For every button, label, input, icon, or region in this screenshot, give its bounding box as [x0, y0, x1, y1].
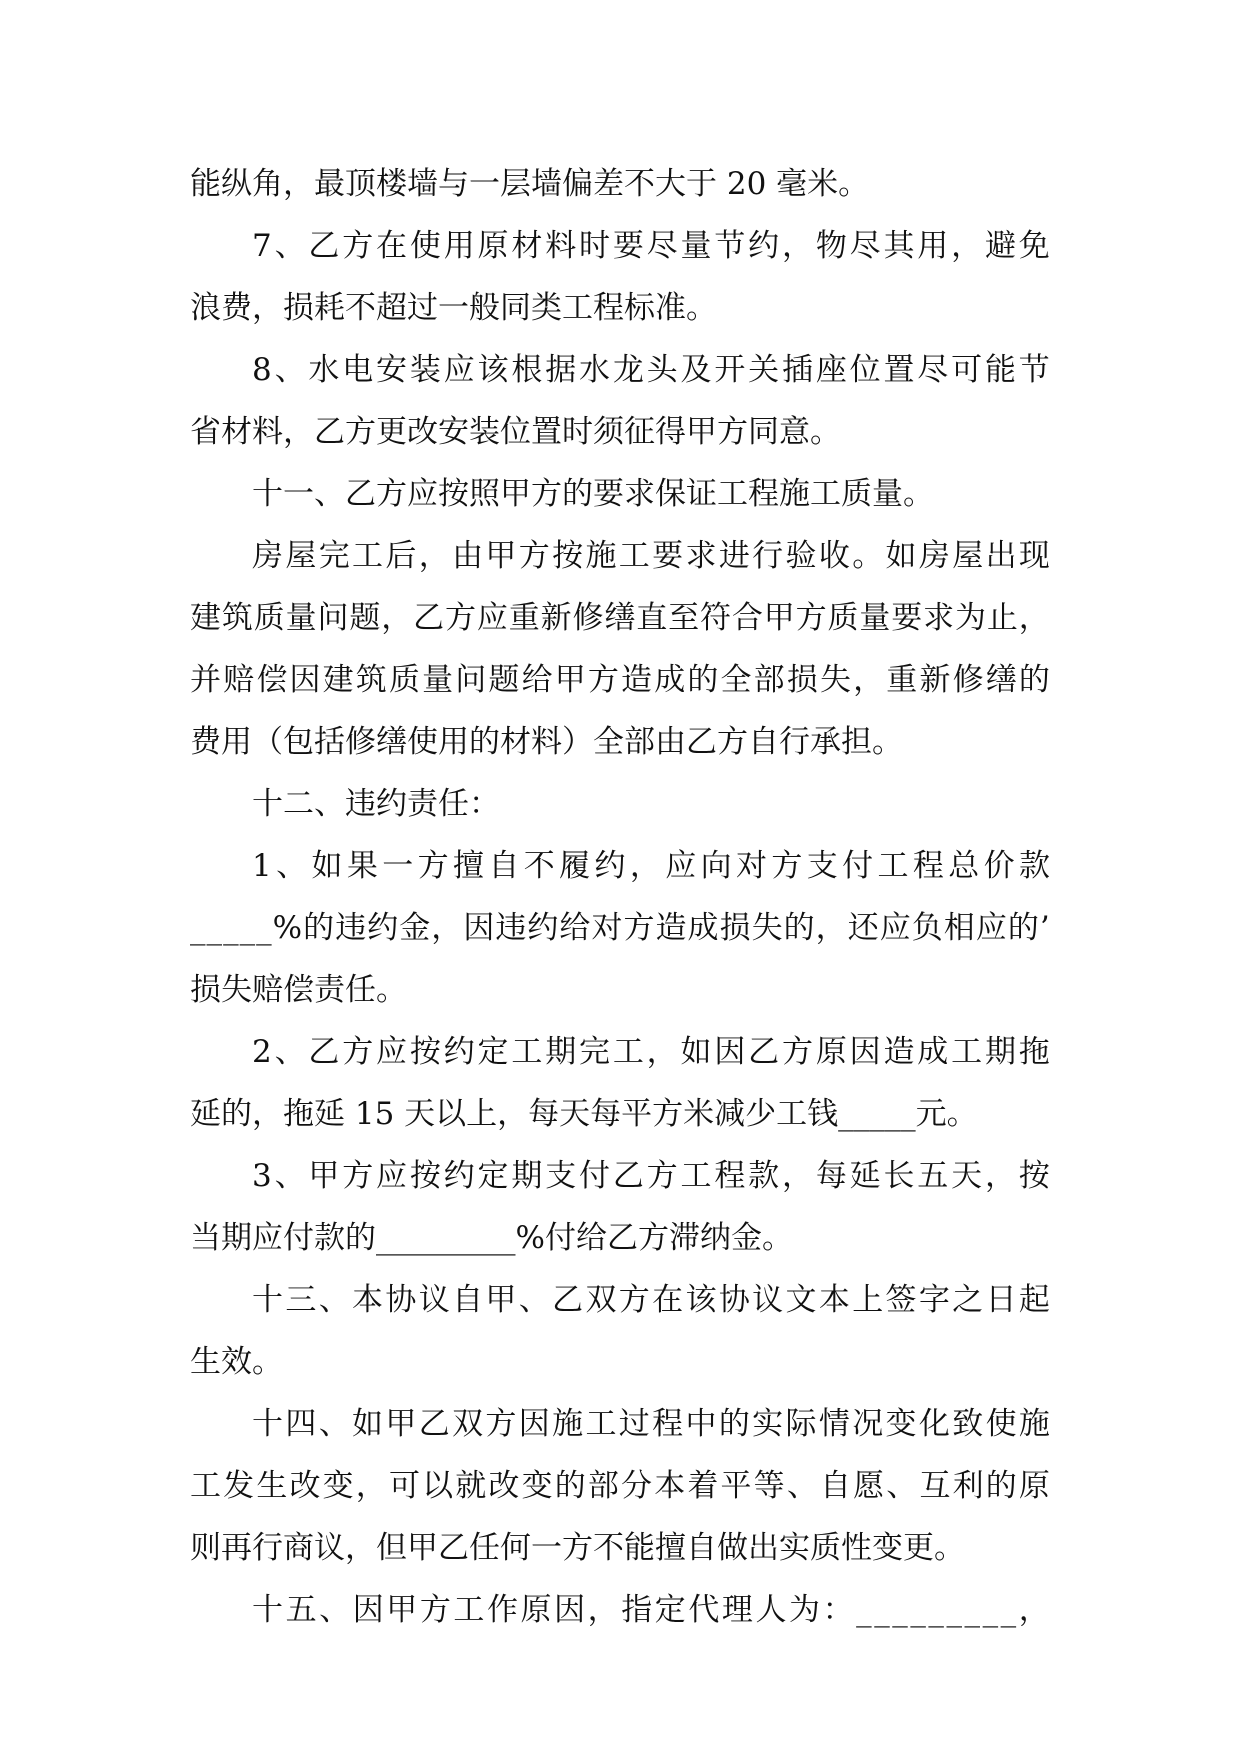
text-line: 延的，拖延 15 天以上，每天每平方米减少工钱_____元。 — [190, 1096, 978, 1132]
text-line: 3 、 甲 方 应 按 约 定 期 支 付 乙 方 工 程 款 ， 每 延 长 五 天 ， 按 — [252, 1158, 1050, 1194]
text-line: 建 筑 质 量 问 题 ， 乙 方 应 重 新 修 缮 直 至 符 合 甲 方 质 量 要 求 为 止 ， — [190, 600, 1050, 636]
text-line: 省材料，乙方更改安装位置时须征得甲方同意。 — [190, 414, 841, 450]
text-line: 当期应付款的_________%付给乙方滞纳金。 — [190, 1220, 793, 1256]
text-line: 十 五 、 因 甲 方 工 作 原 因 ， 指 定 代 理 人 为 ： _ _ _ _ _ _ _ _ _ ， — [252, 1592, 1050, 1628]
document-body — [190, 153, 1050, 1641]
text-line: 7 、 乙 方 在 使 用 原 材 料 时 要 尽 量 节 约 ， 物 尽 其 用 ， 避 免 — [252, 228, 1050, 264]
text-line: 房 屋 完 工 后 ， 由 甲 方 按 施 工 要 求 进 行 验 收 。 如 房 屋 出 现 — [252, 538, 1050, 574]
text-line: 十 三 、 本 协 议 自 甲 、 乙 双 方 在 该 协 议 文 本 上 签 字 之 日 起 — [252, 1282, 1050, 1318]
text-line: 2 、 乙 方 应 按 约 定 工 期 完 工 ， 如 因 乙 方 原 因 造 成 工 期 拖 — [252, 1034, 1050, 1070]
text-line: 十 四 、 如 甲 乙 双 方 因 施 工 过 程 中 的 实 际 情 况 变 化 致 使 施 — [252, 1406, 1050, 1442]
text-line: 1 、 如 果 一 方 擅 自 不 履 约 ， 应 向 对 方 支 付 工 程 总 价 款 — [252, 848, 1050, 884]
text-line: 工 发 生 改 变 ， 可 以 就 改 变 的 部 分 本 着 平 等 、 自 愿 、 互 利 的 原 — [190, 1468, 1050, 1504]
text-line: 生效。 — [190, 1344, 283, 1380]
text-line: 十二、违约责任： — [252, 786, 500, 822]
text-line: 损失赔偿责任。 — [190, 972, 407, 1008]
text-line: 能纵角，最顶楼墙与一层墙偏差不大于 20 毫米。 — [190, 166, 870, 202]
text-line: 并 赔 偿 因 建 筑 质 量 问 题 给 甲 方 造 成 的 全 部 损 失 ， 重 新 修 缮 的 — [190, 662, 1050, 698]
text-line: 十一、乙方应按照甲方的要求保证工程施工质量。 — [252, 476, 934, 512]
text-line: 则再行商议，但甲乙任何一方不能擅自做出实质性变更。 — [190, 1530, 965, 1566]
text-line: 浪费，损耗不超过一般同类工程标准。 — [190, 290, 717, 326]
text-line: 8 、 水 电 安 装 应 该 根 据 水 龙 头 及 开 关 插 座 位 置 尽 可 能 节 — [252, 352, 1050, 388]
text-line: 费用（包括修缮使用的材料）全部由乙方自行承担。 — [190, 724, 903, 760]
text-line: _ _ _ _ _ % 的 违 约 金 ， 因 违 约 给 对 方 造 成 损 失 的 ， 还 应 负 相 应 的 ’ — [190, 910, 1050, 946]
